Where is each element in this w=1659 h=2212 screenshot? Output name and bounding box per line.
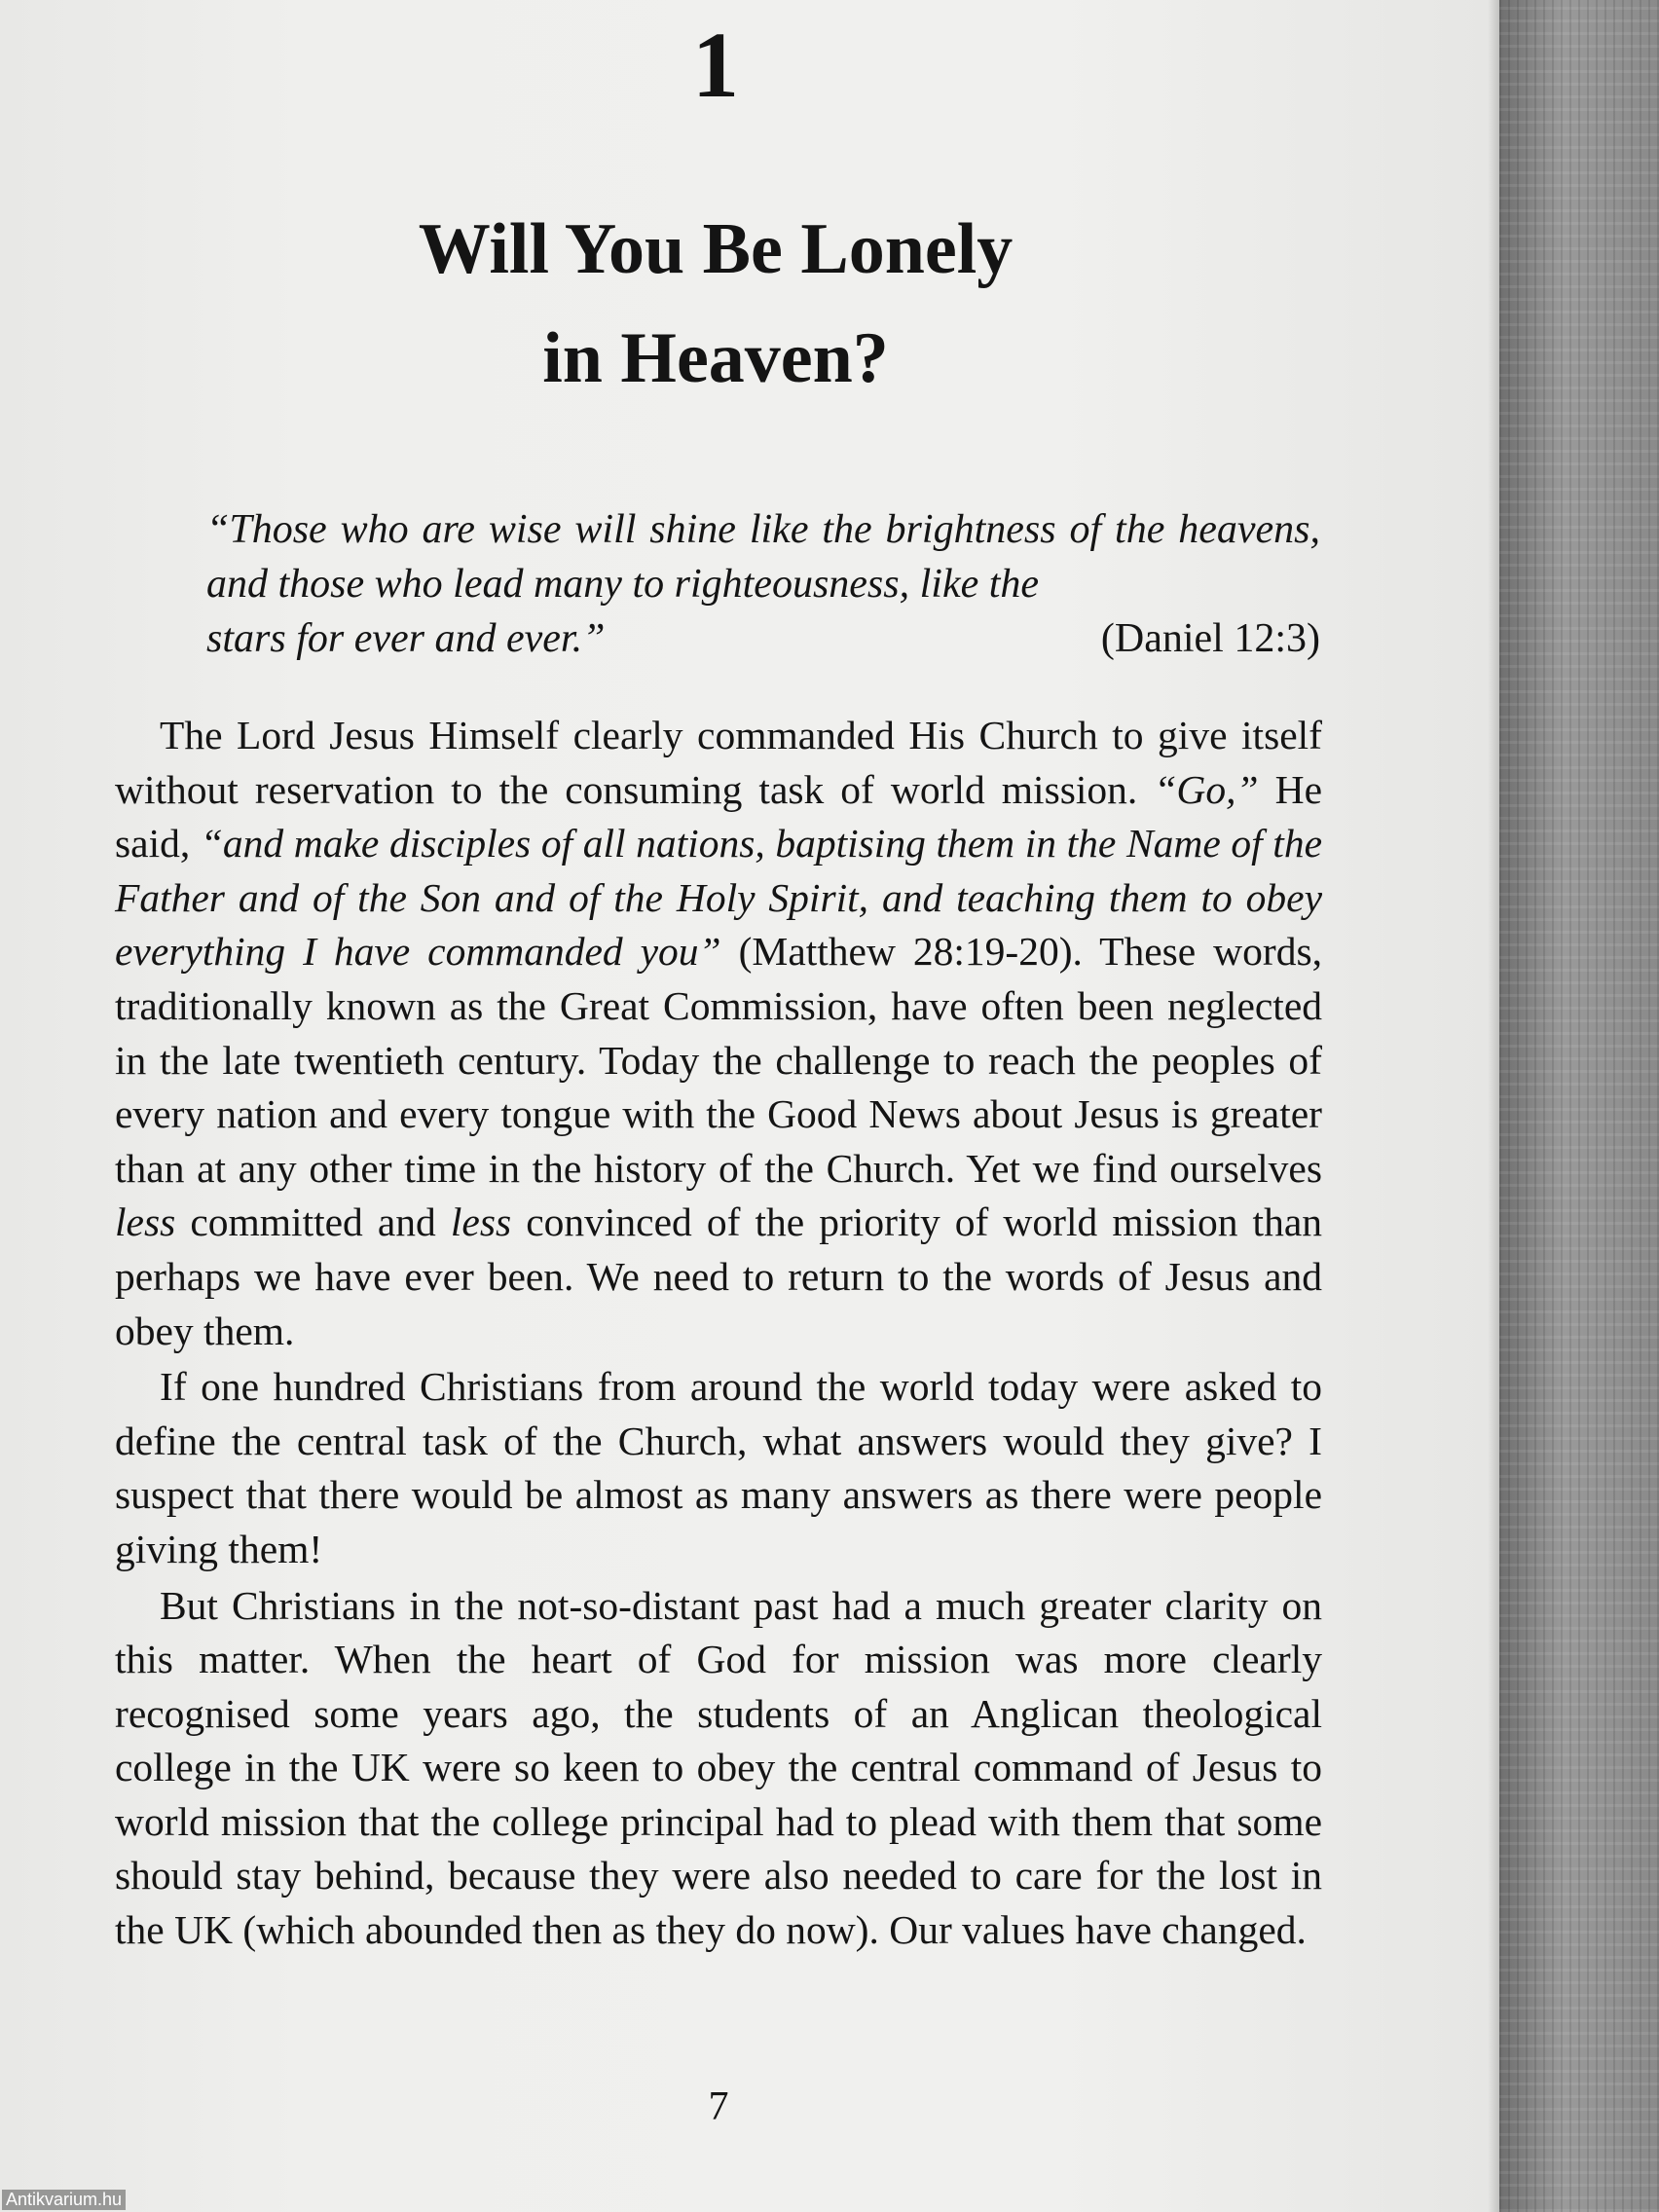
paragraph-1	[115, 709, 1322, 1358]
background-surface	[1499, 0, 1659, 2212]
chapter-number: 1	[692, 13, 739, 117]
chapter-title-line-1: Will You Be Lonely	[418, 209, 1014, 289]
chapter-title	[0, 195, 1431, 413]
watermark: Antikvarium.hu	[2, 2190, 126, 2210]
body-text	[115, 709, 1322, 1958]
page-edge-shadow	[1488, 0, 1499, 2212]
epigraph-last-line	[206, 611, 1320, 666]
epigraph	[206, 502, 1320, 666]
text-run: The Lord Jesus Himself clearly commanded His Church to give itself without reservation to the consuming task of world mission.	[115, 713, 1322, 812]
epigraph-quote-end: stars for ever and ever.”	[206, 616, 606, 661]
text-run: (Matthew 28:19-20). These words, traditionally known as the Great Commission, have often been neglected in the late twentieth century. Today the challenge to reach the peoples of every nation and every tongue with the Good News about Jesus is greater than at any other time in the history of the Church. Yet we find ourselves	[115, 929, 1322, 1191]
great-commission-quote: “and make disciples of all nations, baptising them in the Name of the Father and of the Son and of the Holy Spirit, and teaching them to obey everything I have commanded you”	[115, 821, 1322, 975]
paragraph-2: If one hundred Christians from around the world today were asked to define the central task of the Church, what answers would they give? I suspect that there would be almost as many answers as there were people giving them!	[115, 1364, 1322, 1571]
paragraph-3: But Christians in the not-so-distant past had a much greater clarity on this matter. When the heart of God for mission was more clearly recognised some years ago, the students of an Anglican theological college in the UK were so keen to obey the central command of Jesus to world mission that the college principal had to plead with them that some should stay behind, because they were also needed to care for the lost in the UK (which abounded then as they do now). Our values have changed.	[115, 1582, 1322, 1953]
chapter-title-line-2: in Heaven?	[542, 318, 889, 398]
epigraph-quote: “Those who are wise will shine like the brightness of the heavens, and those who lead many to righteousness, like the	[206, 507, 1320, 607]
page-number: 7	[708, 2084, 729, 2129]
epigraph-reference: (Daniel 12:3)	[1100, 616, 1320, 661]
text-run: He said,	[115, 766, 1322, 866]
text-run: committed and	[175, 1199, 451, 1245]
emphasis-less: less	[450, 1199, 512, 1245]
text-run: convinced of the priority of world mission than perhaps we have ever been. We need to return to the words of Jesus and obey them.	[115, 1199, 1322, 1353]
emphasis-less: less	[115, 1199, 176, 1245]
quote-go: “Go,”	[1154, 766, 1259, 812]
